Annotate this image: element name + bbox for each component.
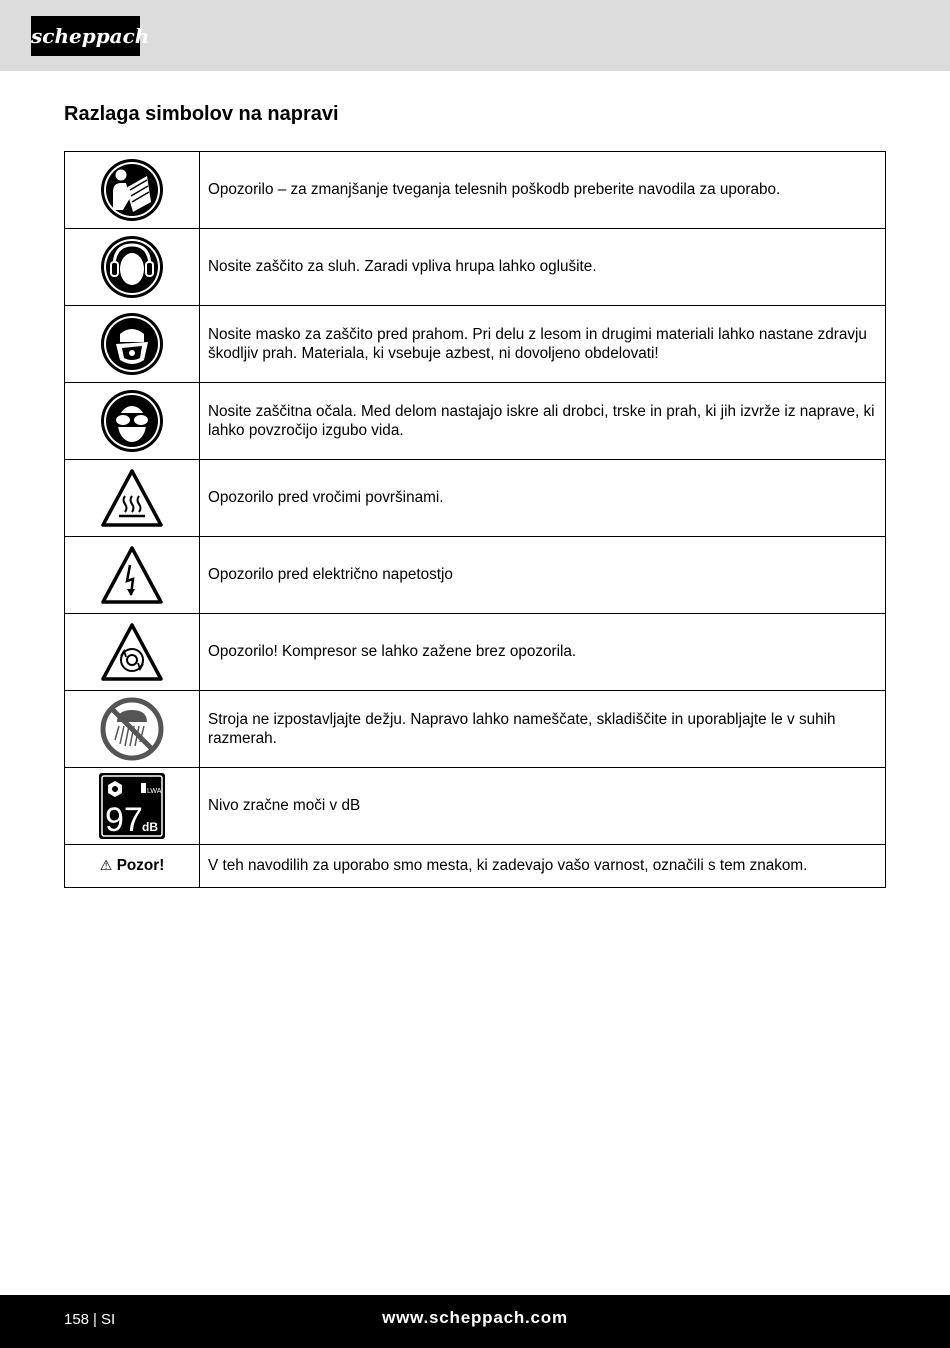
ear-protection-icon xyxy=(100,235,164,299)
icon-cell xyxy=(65,152,200,229)
dust-mask-icon xyxy=(100,312,164,376)
row-text: Opozorilo pred vročimi površinami. xyxy=(200,460,886,537)
row-text: Stroja ne izpostavljajte dežju. Napravo lahko nameščate, skladiščite in uporabljajte le v suhih razmerah. xyxy=(200,691,886,768)
row-text: Nosite zaščito za sluh. Zaradi vpliva hrupa lahko oglušite. xyxy=(200,229,886,306)
row-text: Nivo zračne moči v dB xyxy=(200,768,886,845)
table-row xyxy=(65,768,886,845)
read-manual-icon xyxy=(100,158,164,222)
table-row xyxy=(65,460,886,537)
table-row xyxy=(65,691,886,768)
automatic-start-warning-icon xyxy=(100,622,164,682)
sound-level-unit: dB xyxy=(142,820,158,834)
sound-power-level-icon xyxy=(99,773,165,839)
language-code: SI xyxy=(100,1311,116,1328)
sound-sub-label: LWA xyxy=(147,788,162,795)
icon-cell xyxy=(65,537,200,614)
row-text: Opozorilo pred električno napetostjo xyxy=(200,537,886,614)
table-row xyxy=(65,537,886,614)
table-row xyxy=(65,152,886,229)
symbols-table xyxy=(64,151,886,888)
website-link[interactable]: www.scheppach.com xyxy=(382,1308,568,1327)
icon-cell xyxy=(65,614,200,691)
table-row xyxy=(65,383,886,460)
table-row xyxy=(65,306,886,383)
row-text: Opozorilo! Kompresor se lahko zažene brez opozorila. xyxy=(200,614,886,691)
page-number-value: 158 xyxy=(64,1311,90,1328)
row-text: Opozorilo – za zmanjšanje tveganja telesnih poškodb preberite navodila za uporabo. xyxy=(200,152,886,229)
warning-triangle-icon: ⚠ xyxy=(99,857,113,873)
hot-surface-warning-icon xyxy=(100,468,164,528)
sound-level-value: 97 xyxy=(105,801,143,839)
row-text: Nosite zaščitna očala. Med delom nastajajo iskre ali drobci, trske in prah, ki jih izvrže iz naprave, ki lahko povzročijo izgubo vida. xyxy=(200,383,886,460)
row-text: Nosite masko za zaščito pred prahom. Pri delu z lesom in drugimi materiali lahko nastane zdravju škodljiv prah. Materiala, ki vsebuje azbest, ni dovoljeno obdelovati! xyxy=(200,306,886,383)
pozor-cell xyxy=(65,845,200,888)
icon-cell xyxy=(65,229,200,306)
no-rain-icon xyxy=(99,696,165,762)
page-title: Razlaga simbolov na napravi xyxy=(64,103,339,125)
row-text: V teh navodilih za uporabo smo mesta, ki zadevajo vašo varnost, označili s tem znakom. xyxy=(200,845,886,888)
brand-logo: scheppach xyxy=(31,16,140,56)
table-row xyxy=(65,845,886,888)
icon-cell xyxy=(65,460,200,537)
page-separator: | xyxy=(93,1311,97,1328)
icon-cell xyxy=(65,306,200,383)
icon-cell xyxy=(65,691,200,768)
header-band xyxy=(0,0,950,71)
table-row xyxy=(65,614,886,691)
electric-voltage-warning-icon xyxy=(100,545,164,605)
safety-goggles-icon xyxy=(100,389,164,453)
icon-cell xyxy=(65,383,200,460)
footer xyxy=(0,1295,950,1348)
pozor-label: Pozor! xyxy=(116,857,165,874)
table-row xyxy=(65,229,886,306)
icon-cell xyxy=(65,768,200,845)
